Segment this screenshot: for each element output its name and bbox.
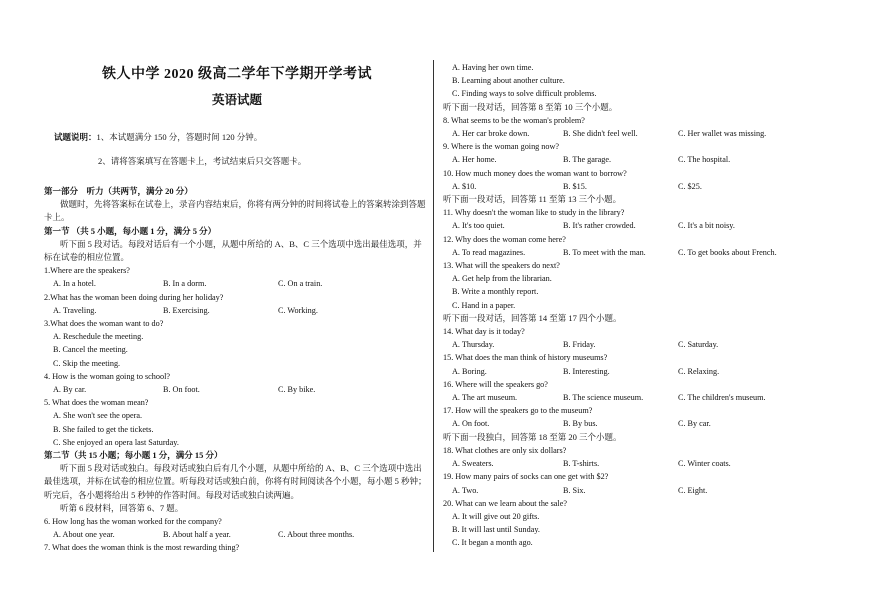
question-text: 20. What can we learn about the sale? [443, 498, 567, 508]
section-one-heading: 第一节 （共 5 小题，每小题 1 分，满分 5 分） [44, 225, 217, 236]
option-row [443, 484, 843, 497]
option-row [44, 277, 430, 290]
option-c: C. It's a bit noisy. [678, 221, 735, 231]
option-c: C. Eight. [678, 485, 708, 495]
section-instruction: 听下面一段独白，回答第 18 至第 20 三个小题。 [443, 431, 622, 442]
option-a: A. The art museum. [452, 393, 518, 403]
option-b: B. It will last until Sunday. [452, 525, 540, 535]
option-b: B. T-shirts. [563, 459, 600, 469]
option-a: A. It's too quiet. [452, 221, 505, 231]
option-a: A. Having her own time. [452, 63, 534, 72]
question-text: 5. What does the woman mean? [44, 398, 149, 408]
right-column [443, 61, 843, 550]
question-text: 16. Where will the speakers go? [443, 379, 548, 389]
option-c: C. She enjoyed an opera last Saturday. [53, 437, 179, 447]
question-text: 12. Why does the woman come here? [443, 234, 566, 244]
question-text: 18. What clothes are only six dollars? [443, 445, 567, 455]
question-text: 13. What will the speakers do next? [443, 261, 560, 271]
section-instruction: 听下面一段对话，回答第 11 至第 13 三个小题。 [443, 194, 622, 205]
exam-notes [44, 130, 430, 168]
option-c: C. Working. [278, 305, 318, 315]
option-row [443, 153, 843, 166]
exam-subtitle: 英语试题 [211, 93, 262, 107]
option-row [443, 219, 843, 232]
section-two-heading: 第二节（共 15 小题；每小题 1 分，满分 15 分） [44, 450, 223, 461]
option-b: B. She failed to get the tickets. [53, 424, 154, 434]
option-b: B. To meet with the man. [563, 247, 646, 257]
option-b: B. Cancel the meeting. [53, 345, 128, 355]
question-text: 1.Where are the speakers? [44, 266, 130, 276]
question-text: 17. How will the speakers go to the museum? [443, 406, 593, 416]
option-c: C. $25. [678, 181, 702, 191]
option-b: B. Interesting. [563, 366, 610, 376]
question-text: 19. How many pairs of socks can one get with $2? [443, 472, 609, 482]
question-text: 7. What does the woman think is the most rewarding thing? [44, 543, 240, 553]
option-a: A. Reschedule the meeting. [53, 332, 144, 342]
option-row [44, 383, 430, 396]
option-c: C. Finding ways to solve difficult problems. [452, 89, 597, 99]
option-c: C. Skip the meeting. [53, 358, 121, 368]
option-b: B. It's rather crowded. [563, 221, 636, 231]
option-a: A. Traveling. [53, 305, 97, 315]
option-a: A. Two. [452, 485, 479, 495]
option-a: A. On foot. [452, 419, 490, 429]
option-c: C. By bike. [278, 385, 316, 395]
option-b: B. By bus. [563, 419, 598, 429]
notes-label: 试题说明： [54, 132, 97, 142]
option-row [443, 417, 843, 430]
option-c: C. Relaxing. [678, 366, 720, 376]
option-a: A. It will give out 20 gifts. [452, 511, 540, 521]
option-a: A. Sweaters. [452, 459, 494, 469]
section-instruction: 听下面一段对话，回答第 8 至第 10 三个小题。 [443, 101, 618, 112]
notes-line-2: 2、请将答案填写在答题卡上，考试结束后只交答题卡。 [98, 156, 307, 166]
question-text: 2.What has the woman been doing during her holiday? [44, 292, 224, 302]
option-a: A. Her home. [452, 155, 497, 165]
option-b: B. On foot. [163, 385, 200, 395]
option-a: A. Thursday. [452, 340, 495, 350]
option-a: A. To read magazines. [452, 247, 526, 257]
question-text: 6. How long has the woman worked for the company? [44, 517, 222, 527]
section-two-intro: 听下面 5 段对话或独白。每段对话或独白后有几个小题，从题中所给的 A、B、C 三个选项中选出最佳选项，并标在试卷的相应位置。听每段对话或独白前，你将有时间阅读各个小题，每小题 5 秒钟；听完后，各小题将给出 5 秒钟的作答时间。每段对话或独白读两遍。 [44, 463, 427, 500]
question-text: 11. Why doesn't the woman like to study in the library? [443, 208, 625, 218]
question-text: 10. How much money does the woman want to borrow? [443, 168, 627, 178]
left-question-list [44, 264, 430, 449]
option-a: A. By car. [53, 385, 87, 395]
part-one-heading: 第一部分 听力（共两节，满分 20 分） [44, 186, 193, 196]
option-c: C. Winter coats. [678, 459, 731, 469]
option-row [443, 338, 843, 351]
option-c: C. On a train. [278, 279, 323, 289]
option-b: B. She didn't feel well. [563, 129, 638, 139]
option-c: C. The children's museum. [678, 393, 766, 403]
option-a: A. About one year. [53, 530, 115, 540]
option-b: B. The garage. [563, 155, 612, 165]
option-b: B. Learning about another culture. [452, 76, 565, 86]
option-b: B. Exercising. [163, 305, 210, 315]
option-row [443, 457, 843, 470]
option-a: A. Get help from the librarian. [452, 274, 552, 284]
option-b: B. In a dorm. [163, 279, 207, 289]
option-c: C. Hand in a paper. [452, 300, 516, 310]
option-b: B. Friday. [563, 340, 596, 350]
question-text: 4. How is the woman going to school? [44, 371, 170, 381]
option-c: C. About three months. [278, 530, 355, 540]
option-row [443, 391, 843, 404]
option-c: C. By car. [678, 419, 711, 429]
option-row [443, 246, 843, 259]
section-one-intro: 听下面 5 段对话。每段对话后有一个小题，从题中所给的 A、B、C 三个选项中选出最佳选项，并标在试卷的相应位置。 [44, 238, 422, 263]
section-instruction: 听下面一段对话，回答第 14 至第 17 四个小题。 [443, 312, 622, 323]
material-6-instruction: 听第 6 段材料，回答第 6、7 题。 [60, 502, 184, 513]
option-c: C. It began a month ago. [452, 538, 533, 548]
part-one-intro: 做题时，先将答案标在试卷上，录音内容结束后，你将有两分钟的时间将试卷上的答案转涂到答题卡上。 [44, 199, 426, 223]
option-b: B. About half a year. [163, 530, 231, 540]
question-text: 9. Where is the woman going now? [443, 142, 560, 152]
q7-options [443, 61, 843, 101]
option-a: A. Boring. [452, 366, 487, 376]
left-column [44, 66, 430, 555]
question-text: 15. What does the man think of history museums? [443, 353, 608, 363]
option-row [443, 127, 843, 140]
option-a: A. In a hotel. [53, 279, 96, 289]
option-c: C. The hospital. [678, 155, 731, 165]
question-text: 3.What does the woman want to do? [44, 319, 164, 329]
part-one [44, 185, 430, 555]
option-b: B. Six. [563, 485, 586, 495]
option-a: A. She won't see the opera. [53, 411, 143, 421]
option-c: C. Saturday. [678, 340, 719, 350]
column-divider [433, 60, 434, 552]
right-question-list [443, 101, 843, 550]
option-row [443, 365, 843, 378]
option-row [44, 528, 430, 541]
option-b: B. Write a monthly report. [452, 287, 539, 297]
option-a: A. $10. [452, 181, 477, 191]
notes-line-1: 1、本试题满分 150 分，答题时间 120 分钟。 [96, 132, 263, 142]
question-text: 8. What seems to be the woman's problem? [443, 115, 585, 125]
exam-title: 铁人中学 2020 级高二学年下学期开学考试 [102, 67, 372, 82]
option-row [443, 180, 843, 193]
option-row [44, 304, 430, 317]
option-c: C. Her wallet was missing. [678, 129, 767, 139]
option-b: B. $15. [563, 181, 587, 191]
option-a: A. Her car broke down. [452, 129, 530, 139]
option-c: C. To get books about French. [678, 247, 777, 257]
question-text: 14. What day is it today? [443, 327, 525, 337]
option-b: B. The science museum. [563, 393, 644, 403]
